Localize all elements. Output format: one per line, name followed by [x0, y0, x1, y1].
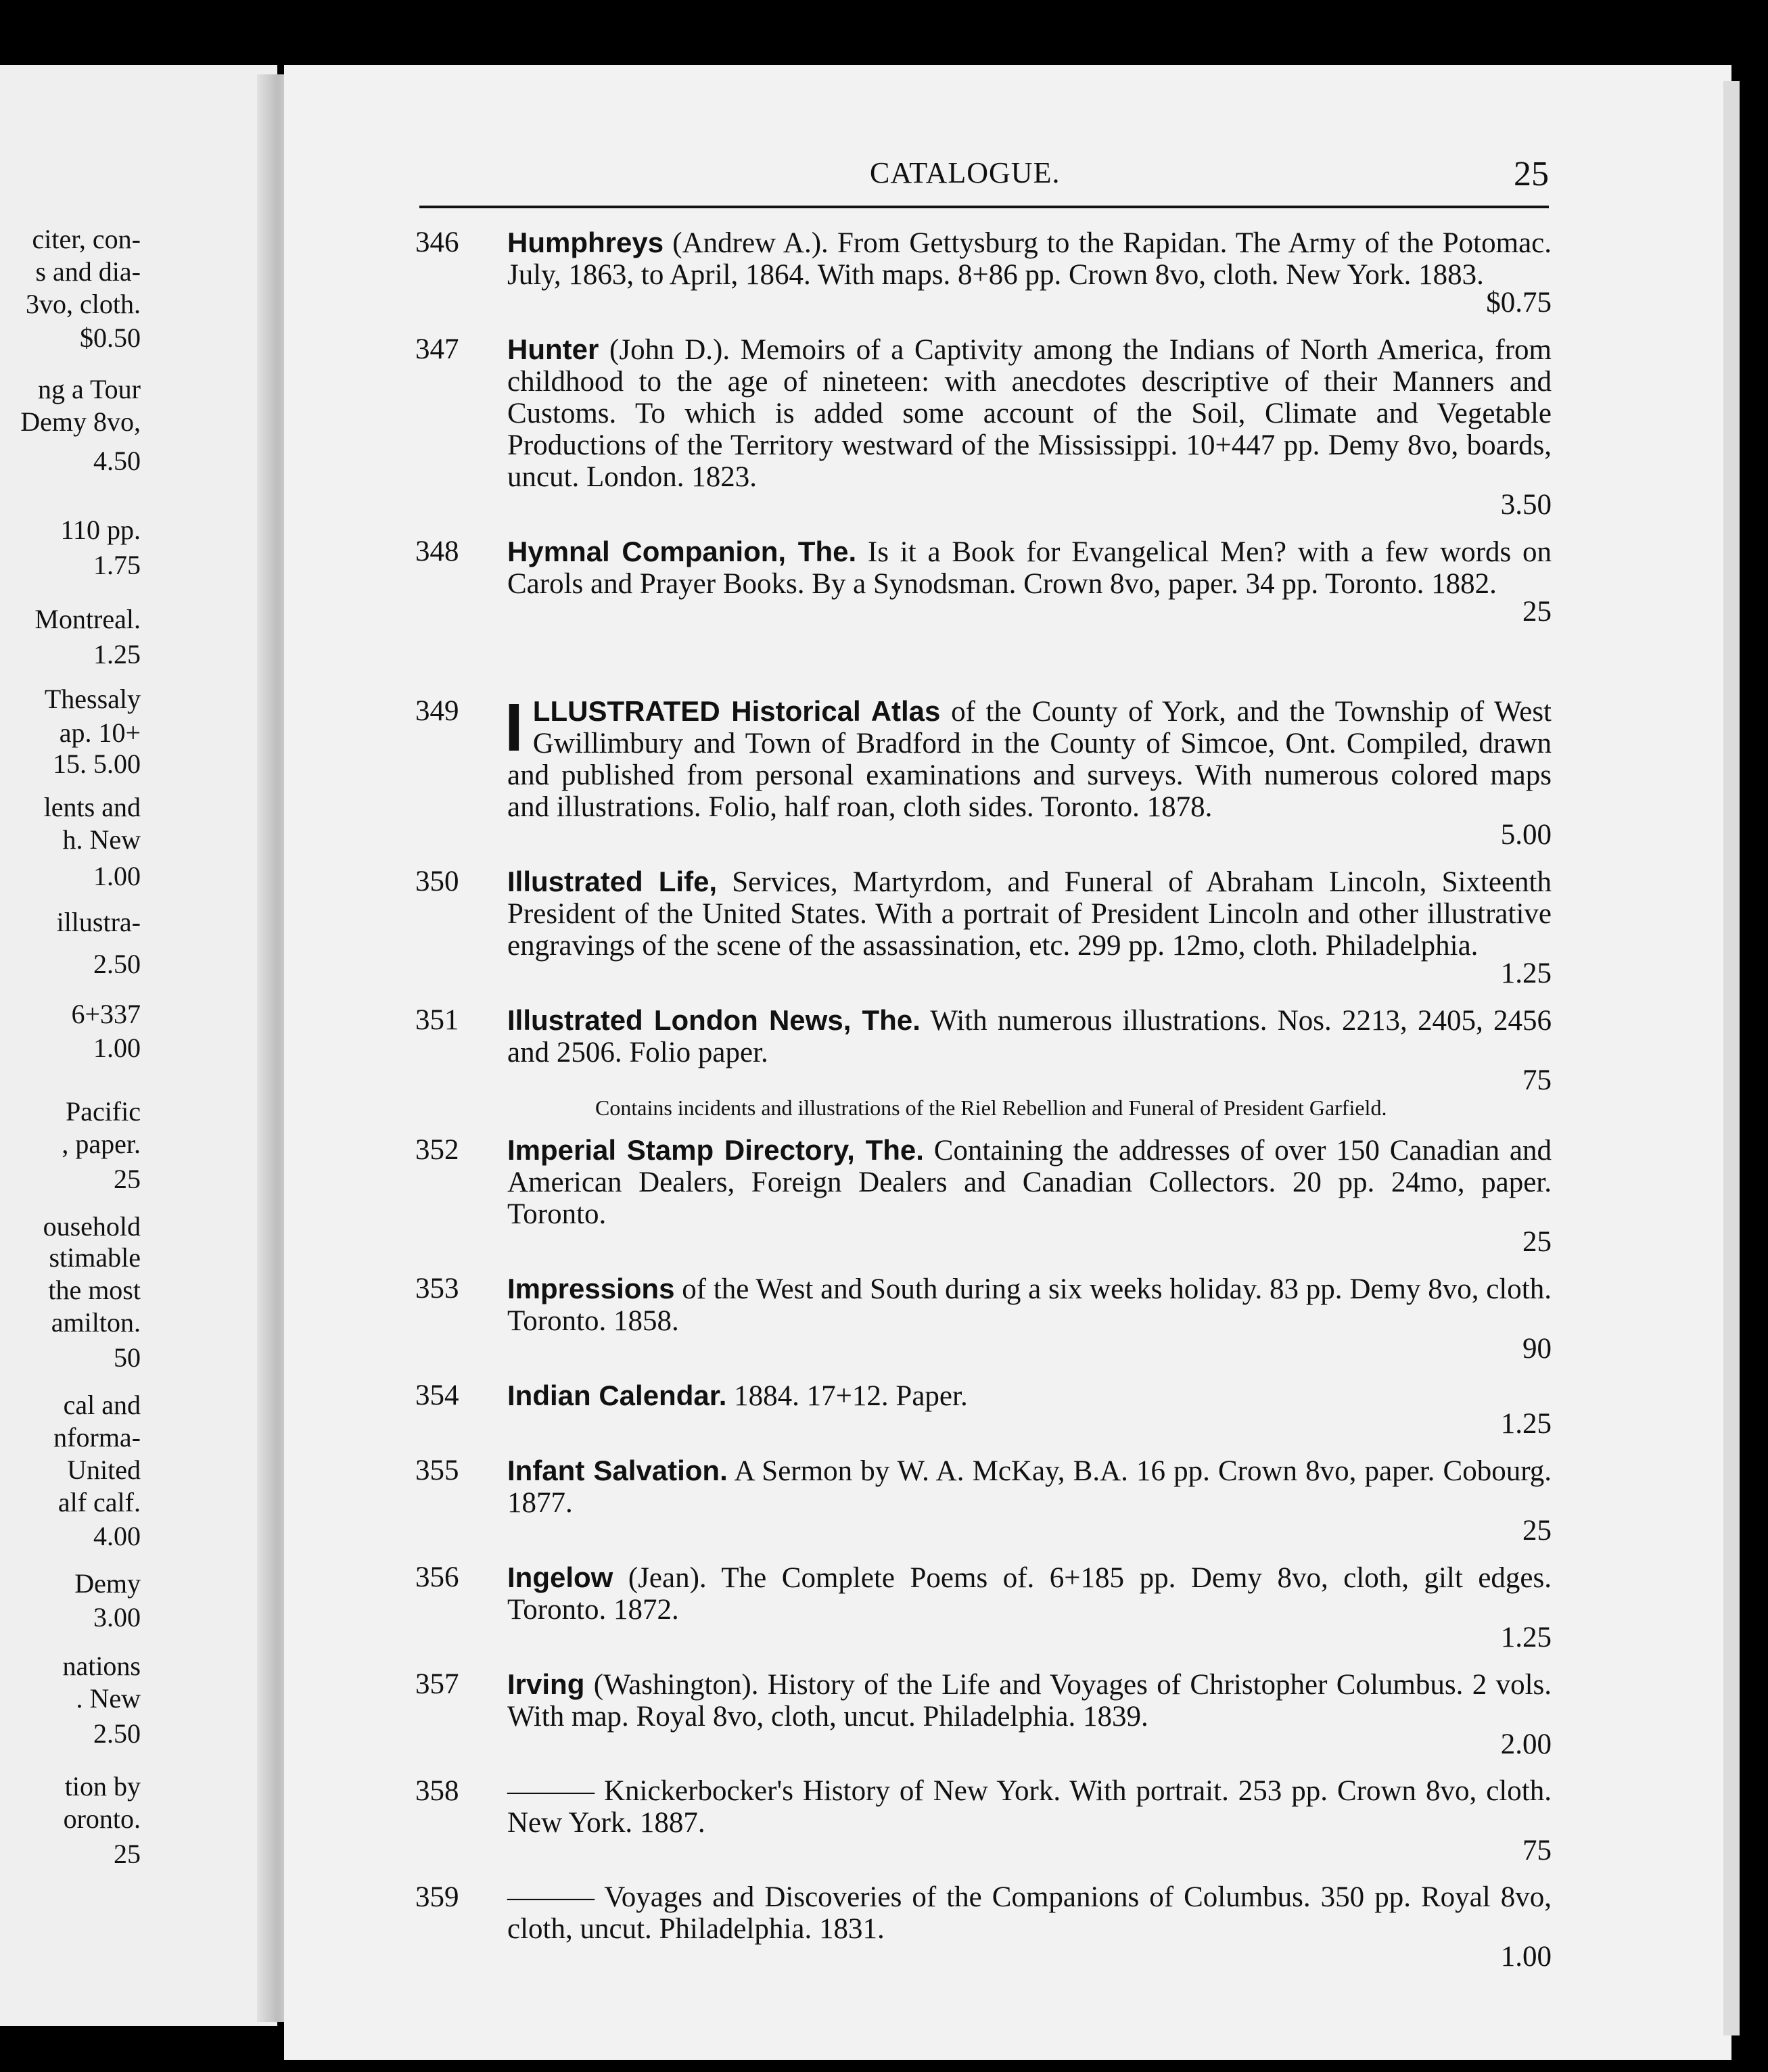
entry-text: ——— Knickerbocker's History of New York. With portrait. 253 pp. Crown 8vo, cloth. New York. 1887. — [507, 1775, 1552, 1839]
catalogue-entry — [395, 1455, 1552, 1547]
entry-text: (Jean). The Complete Poems of. 6+185 pp. Demy 8vo, cloth, gilt edges. Toronto. 1872. — [507, 1562, 1552, 1626]
entry-heading: Irving — [507, 1668, 585, 1700]
entry-description — [507, 866, 1552, 962]
entry-number: 354 — [415, 1380, 459, 1411]
catalogue-entry — [395, 1004, 1552, 1119]
left-page-line: 2.50 — [93, 1718, 141, 1749]
left-page-line: $0.50 — [80, 323, 141, 353]
left-page-line: ousehold — [43, 1211, 141, 1242]
entry-number: 349 — [415, 695, 459, 727]
left-page-line: cal and — [63, 1390, 141, 1420]
entry-heading: Impressions — [507, 1273, 675, 1304]
catalogue-entry — [395, 227, 1552, 319]
entry-description — [507, 1775, 1552, 1839]
left-page-line: , paper. — [62, 1129, 141, 1159]
left-page-line: h. New — [62, 824, 141, 855]
entry-heading: Humphreys — [507, 227, 664, 258]
left-page-line: oronto. — [63, 1804, 141, 1834]
left-page-line: 1.00 — [93, 1033, 141, 1063]
entry-text: Is it a Book for Evangelical Men? with a few words on Carols and Prayer Books. By a Synodsman. Crown 8vo, paper. 34 pp. Toronto. 1882. — [507, 536, 1552, 600]
left-page-line: the most — [48, 1275, 141, 1305]
entry-description — [507, 227, 1552, 291]
entry-number: 348 — [415, 536, 459, 567]
entry-price: 1.25 — [1500, 1408, 1552, 1440]
left-page-line: . New — [76, 1683, 141, 1714]
entry-number: 351 — [415, 1004, 459, 1036]
catalogue-entry — [395, 1561, 1552, 1653]
entry-price: 25 — [1522, 596, 1552, 628]
left-page-line: 1.25 — [93, 639, 141, 669]
entry-text: (John D.). Memoirs of a Captivity among the Indians of North America, from childhood to the age of nineteen: with anecdotes descriptive of their Manners and Customs. To which is added some account of the Soil, Climate and Vegetable Productions of the Territory westward of the Mississippi. 10+447 pp. Demy 8vo, boards, uncut. London. 1823. — [507, 334, 1552, 493]
left-page-line: tion by — [64, 1771, 141, 1802]
entry-price: 2.00 — [1500, 1728, 1552, 1760]
left-page-line: citer, con- — [32, 224, 141, 254]
entry-text: of the West and South during a six weeks holiday. 83 pp. Demy 8vo, cloth. Toronto. 1858. — [507, 1273, 1552, 1337]
entry-price: 5.00 — [1500, 819, 1552, 851]
left-page-line: Demy 8vo, — [20, 406, 141, 437]
entry-number: 355 — [415, 1455, 459, 1486]
entry-text: (Andrew A.). From Gettysburg to the Rapidan. The Army of the Potomac. July, 1863, to April, 1864. With maps. 8+86 pp. Crown 8vo, cloth. New York. 1883. — [507, 227, 1552, 291]
left-page-line: Thessaly — [44, 684, 141, 714]
left-page-line: 6+337 — [71, 999, 141, 1029]
left-page-line: 50 — [114, 1342, 141, 1373]
left-page-line: 25 — [114, 1164, 141, 1194]
catalogue-entry — [395, 866, 1552, 989]
left-page-line: 3.00 — [93, 1602, 141, 1632]
entry-heading: Infant Salvation. — [507, 1455, 728, 1486]
entry-number: 347 — [415, 333, 459, 365]
entry-text: With numerous illustrations. Nos. 2213, 2405, 2456 and 2506. Folio paper. — [507, 1005, 1552, 1068]
entry-heading: Hunter — [507, 333, 599, 365]
entry-number: 358 — [415, 1775, 459, 1807]
entry-text: ——— Voyages and Discoveries of the Companions of Columbus. 350 pp. Royal 8vo, cloth, uncut. Philadelphia. 1831. — [507, 1881, 1552, 1945]
left-page-line: nations — [62, 1651, 141, 1681]
entry-price: 3.50 — [1500, 489, 1552, 521]
left-page-line: 4.00 — [93, 1521, 141, 1551]
entry-price: 1.25 — [1500, 1622, 1552, 1653]
left-page-line: Pacific — [65, 1096, 141, 1127]
page-number: 25 — [1514, 155, 1549, 193]
entry-price: 25 — [1522, 1226, 1552, 1258]
entry-description — [505, 690, 1552, 823]
entry-text: Containing the addresses of over 150 Canadian and American Dealers, Foreign Dealers and Canadian Collectors. 20 pp. 24mo, paper. Toronto. — [507, 1135, 1552, 1230]
entry-price: 1.25 — [1500, 958, 1552, 989]
left-page-line: alf calf. — [57, 1487, 141, 1517]
running-title: CATALOGUE. — [870, 156, 1061, 189]
entry-number: 359 — [415, 1881, 459, 1913]
entry-text: A Sermon by W. A. McKay, B.A. 16 pp. Crown 8vo, paper. Cobourg. 1877. — [507, 1455, 1552, 1519]
left-page-line: Montreal. — [34, 604, 141, 634]
entry-price: 75 — [1522, 1835, 1552, 1866]
page-edge — [1723, 81, 1740, 2035]
entry-text: 1884. 17+12. Paper. — [726, 1380, 968, 1412]
entry-number: 353 — [415, 1273, 459, 1304]
catalogue-entry — [395, 1380, 1552, 1440]
left-page-line: amilton. — [51, 1307, 141, 1338]
entry-price: 25 — [1522, 1515, 1552, 1547]
entry-number: 346 — [415, 227, 459, 258]
entry-description — [507, 1881, 1552, 1945]
entry-description — [507, 1380, 1552, 1412]
left-page-line: Demy — [74, 1568, 141, 1599]
left-page-line: ng a Tour — [38, 374, 141, 404]
entry-description — [507, 1668, 1552, 1733]
entry-number: 350 — [415, 866, 459, 897]
catalogue-entry — [395, 536, 1552, 628]
left-page-line: illustra- — [56, 907, 141, 937]
entry-heading: Indian Calendar. — [507, 1380, 727, 1411]
entry-number: 357 — [415, 1668, 459, 1700]
catalogue-entry — [395, 1881, 1552, 1973]
left-page-line: 1.00 — [93, 861, 141, 891]
catalogue-entry — [395, 1775, 1552, 1866]
left-page-line: 15. 5.00 — [53, 749, 141, 779]
entry-heading: Imperial Stamp Directory, The. — [507, 1134, 924, 1166]
left-page-line: stimable — [49, 1242, 141, 1273]
entry-text: (Washington). History of the Life and Voyages of Christopher Columbus. 2 vols. With map. Royal 8vo, cloth, uncut. Philadelphia. 1839. — [507, 1669, 1552, 1733]
entry-description — [507, 1134, 1552, 1230]
catalogue-list — [395, 227, 1552, 1973]
entry-heading: LLUSTRATED Historical Atlas — [532, 695, 941, 727]
entry-description — [507, 1561, 1552, 1626]
entry-text: Services, Martyrdom, and Funeral of Abraham Lincoln, Sixteenth President of the United States. With a portrait of President Lincoln and other illustrative engravings of the scene of the assassination, etc. 299 pp. 12mo, cloth. Philadelphia. — [507, 866, 1552, 962]
left-page-line: United — [67, 1455, 141, 1485]
entry-heading: Illustrated Life, — [507, 866, 718, 897]
entry-number: 352 — [415, 1134, 459, 1166]
entry-number: 356 — [415, 1561, 459, 1593]
entry-price: 90 — [1522, 1333, 1552, 1365]
left-page-line: ap. 10+ — [59, 717, 141, 748]
entry-description — [507, 1455, 1552, 1519]
entry-heading: Ingelow — [507, 1561, 613, 1593]
catalogue-entry — [395, 690, 1552, 851]
entry-price: $0.75 — [1486, 287, 1552, 319]
catalogue-entry — [395, 1668, 1552, 1760]
drop-cap-initial: I — [505, 690, 524, 766]
left-page-line: lents and — [43, 792, 141, 822]
page-header — [419, 150, 1549, 197]
entry-description — [507, 1004, 1552, 1068]
entry-description — [507, 1273, 1552, 1337]
left-page-line: s and dia- — [35, 256, 141, 287]
catalogue-entry — [395, 333, 1552, 521]
entry-price: 1.00 — [1500, 1941, 1552, 1973]
entry-price: 75 — [1522, 1064, 1552, 1096]
entry-text: of the County of York, and the Township of West Gwillimbury and Town of Bradford in the County of Simcoe, Ont. Compiled, drawn and published from personal examinations and surveys. With numerous colored maps and illustrations. Folio, half roan, cloth sides. Toronto. 1878. — [507, 696, 1552, 823]
left-page-line: 1.75 — [93, 550, 141, 580]
left-page-line: 25 — [114, 1839, 141, 1869]
entry-description — [507, 536, 1552, 600]
left-page-line: nforma- — [53, 1422, 141, 1453]
left-page-line: 2.50 — [93, 949, 141, 979]
entry-description — [507, 333, 1552, 493]
entry-heading: Illustrated London News, The. — [507, 1004, 921, 1036]
left-page-line: 3vo, cloth. — [26, 289, 141, 319]
catalogue-entry — [395, 1134, 1552, 1258]
left-page-line: 4.50 — [93, 446, 141, 476]
catalogue-entry — [395, 1273, 1552, 1365]
entry-heading: Hymnal Companion, The. — [507, 536, 857, 567]
entry-note: Contains incidents and illustrations of the Riel Rebellion and Funeral of President Garfield. — [595, 1096, 1387, 1120]
left-page-line: 110 pp. — [60, 515, 141, 545]
header-rule — [419, 206, 1549, 208]
